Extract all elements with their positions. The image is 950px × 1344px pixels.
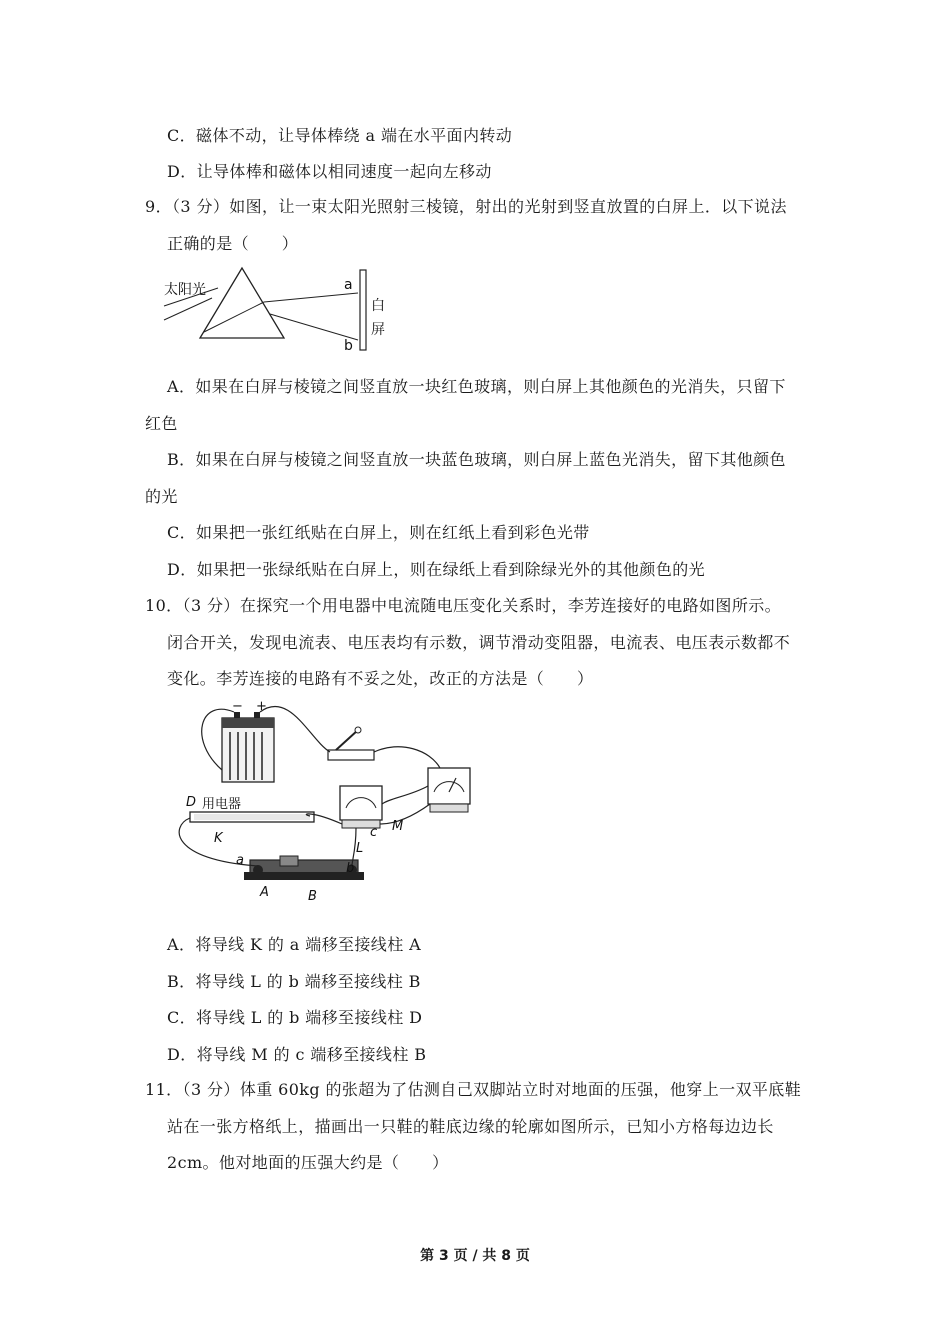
sun-ray-lower <box>164 298 212 320</box>
label-appliance: 用电器 <box>202 797 242 812</box>
q9-prism-figure <box>160 262 400 354</box>
label-b: b <box>344 338 353 354</box>
q11-stem-line-1: 11．（3 分）体重 60kg 的张超为了估测自己双脚站立时对地面的压强，他穿上一双平底鞋 <box>145 1080 802 1099</box>
label-m: M <box>392 819 404 834</box>
label-c: c <box>370 825 378 840</box>
label-b: b <box>346 861 355 876</box>
q10-option-b: B．将导线 L 的 b 端移至接线柱 B <box>167 972 421 991</box>
q10-stem-line-1: 10．（3 分）在探究一个用电器中电流随电压变化关系时，李芳连接好的电路如图所示。 <box>145 596 782 615</box>
label-cap-b: B <box>308 889 317 904</box>
label-screen-2: 屏 <box>371 322 385 338</box>
white-screen <box>360 270 366 350</box>
label-l: L <box>356 841 364 856</box>
ammeter <box>428 768 470 812</box>
label-d: D <box>186 795 197 810</box>
label-screen-1: 白 <box>371 298 385 314</box>
voltmeter <box>340 786 382 828</box>
label-sunlight: 太阳光 <box>164 282 206 298</box>
q8-option-c: C．磁体不动，让导体棒绕 a 端在水平面内转动 <box>167 126 513 145</box>
q11-stem-line-2: 站在一张方格纸上，描画出一只鞋的鞋底边缘的轮廓如图所示，已知小方格每边边长 <box>167 1117 774 1136</box>
label-cap-a: A <box>260 885 269 900</box>
q9-option-a-line-1: A．如果在白屏与棱镜之间竖直放一块红色玻璃，则白屏上其他颜色的光消失，只留下 <box>167 377 786 396</box>
q8-option-d: D．让导体棒和磁体以相同速度一起向左移动 <box>167 162 492 181</box>
refracted-ray-a <box>264 293 358 302</box>
label-a: a <box>236 853 244 868</box>
q9-stem-line-2: 正确的是（ ） <box>167 234 299 253</box>
q11-stem-line-3: 2cm。他对地面的压强大约是（ ） <box>167 1153 449 1172</box>
q9-option-b-line-2: 的光 <box>145 487 178 506</box>
q10-stem-line-2: 闭合开关，发现电流表、电压表均有示数，调节滑动变阻器，电流表、电压表示数都不 <box>167 633 791 652</box>
label-k: K <box>214 831 223 846</box>
q9-option-c: C．如果把一张红纸贴在白屏上，则在红纸上看到彩色光带 <box>167 523 590 542</box>
q9-option-d: D．如果把一张绿纸贴在白屏上，则在绿纸上看到除绿光外的其他颜色的光 <box>167 560 706 579</box>
battery-minus-label: − <box>232 700 243 714</box>
q9-option-b-line-1: B．如果在白屏与棱镜之间竖直放一块蓝色玻璃，则白屏上蓝色光消失，留下其他颜色 <box>167 450 786 469</box>
page-indicator: 第 3 页 / 共 8 页 <box>420 1248 530 1264</box>
q9-option-a-line-2: 红色 <box>145 414 178 433</box>
battery-plus-label: + <box>256 700 267 714</box>
q10-option-c: C．将导线 L 的 b 端移至接线柱 D <box>167 1008 423 1027</box>
q9-stem-line-1: 9．（3 分）如图，让一束太阳光照射三棱镜，射出的光射到竖直放置的白屏上．以下说法 <box>145 197 787 216</box>
q10-stem-line-3: 变化。李芳连接的电路有不妥之处，改正的方法是（ ） <box>167 669 594 688</box>
q10-circuit-figure <box>160 700 480 905</box>
label-a: a <box>344 277 353 293</box>
battery <box>222 712 274 782</box>
q10-option-d: D．将导线 M 的 c 端移至接线柱 B <box>167 1045 427 1064</box>
q10-option-a: A．将导线 K 的 a 端移至接线柱 A <box>167 935 422 954</box>
switch <box>328 727 374 760</box>
appliance <box>190 812 314 822</box>
